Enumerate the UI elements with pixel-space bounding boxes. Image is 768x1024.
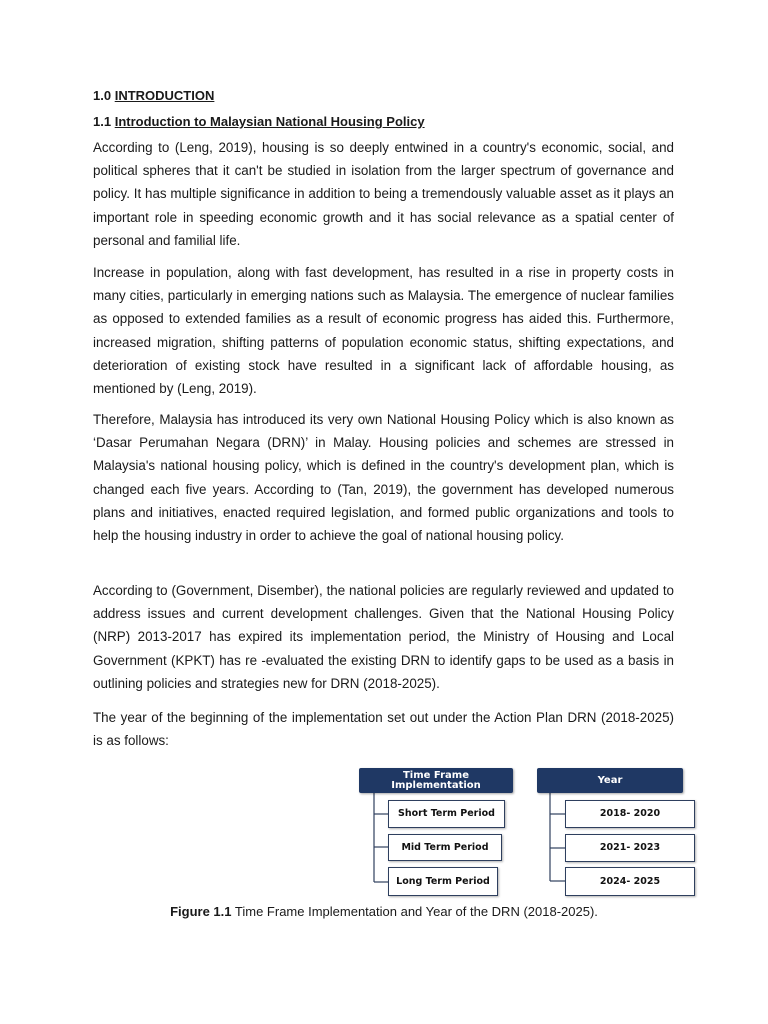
paragraph: The year of the beginning of the implementation set out under the Action Plan DRN (2018-2025) is as follows: — [93, 710, 674, 749]
section-title: INTRODUCTION — [114, 88, 215, 103]
paragraph: Therefore, Malaysia has introduced its very own National Housing Policy which is also known as ‘Dasar Perumahan Negara (DRN)’ in Malay. Housing policies and schemes are stressed in Malaysia's national housing policy, which is defined in the country's development plan, which is changed each five years. According to (Tan, 2019), the government has developed numerous plans and initiatives, enacted required legislation, and formed public organizations and tools to help the housing industry in order to achieve the goal of national housing policy. — [93, 412, 674, 544]
period-box-mid: Mid Term Period — [388, 834, 502, 861]
paragraph: According to (Government, Disember), the national policies are regularly reviewed and updated to address issues and current development challenges. Given that the National Housing Policy (NRP) 2013-2017 has expired its implementation period, the Ministry of Housing and Local Government (KPKT) has re -evaluated the existing DRN to identify gaps to be used as a basis in outlining policies and strategies new for DRN (2018-2025). — [93, 583, 674, 691]
figure-caption-text: Time Frame Implementation and Year of the DRN (2018-2025). — [234, 904, 598, 919]
figure-header-year: Year — [537, 768, 683, 793]
period-box-short: Short Term Period — [388, 800, 505, 828]
figure-caption — [0, 904, 768, 919]
period-box-long: Long Term Period — [388, 867, 498, 896]
subsection-title: Introduction to Malaysian National Housing Policy — [114, 114, 425, 129]
year-box-mid: 2021- 2023 — [565, 834, 695, 862]
section-heading — [93, 88, 214, 103]
paragraph: According to (Leng, 2019), housing is so deeply entwined in a country's economic, social, and political spheres that it can't be studied in isolation from the larger spectrum of governance and policy. It has multiple significance in addition to being a tremendously valuable asset as it plays an important role in speeding economic growth and it has social relevance as a spatial center of personal and familial life. — [93, 140, 674, 248]
paragraph: Increase in population, along with fast development, has resulted in a rise in property costs in many cities, particularly in emerging nations such as Malaysia. The emergence of nuclear families as opposed to extended families as a result of economic progress has aided this. Furthermore, increased migration, shifting patterns of population economic status, shifting expectations, and deterioration of existing stock have resulted in a significant lack of affordable housing, as mentioned by (Leng, 2019). — [93, 265, 674, 397]
subsection-number: 1.1 — [93, 114, 112, 129]
figure-caption-label: Figure 1.1 — [170, 904, 232, 919]
year-box-short: 2018- 2020 — [565, 800, 695, 828]
year-box-long: 2024- 2025 — [565, 867, 695, 896]
section-number: 1.0 — [93, 88, 112, 103]
figure-header-time-frame: Time Frame Implementation — [359, 768, 513, 793]
subsection-heading — [93, 114, 425, 129]
